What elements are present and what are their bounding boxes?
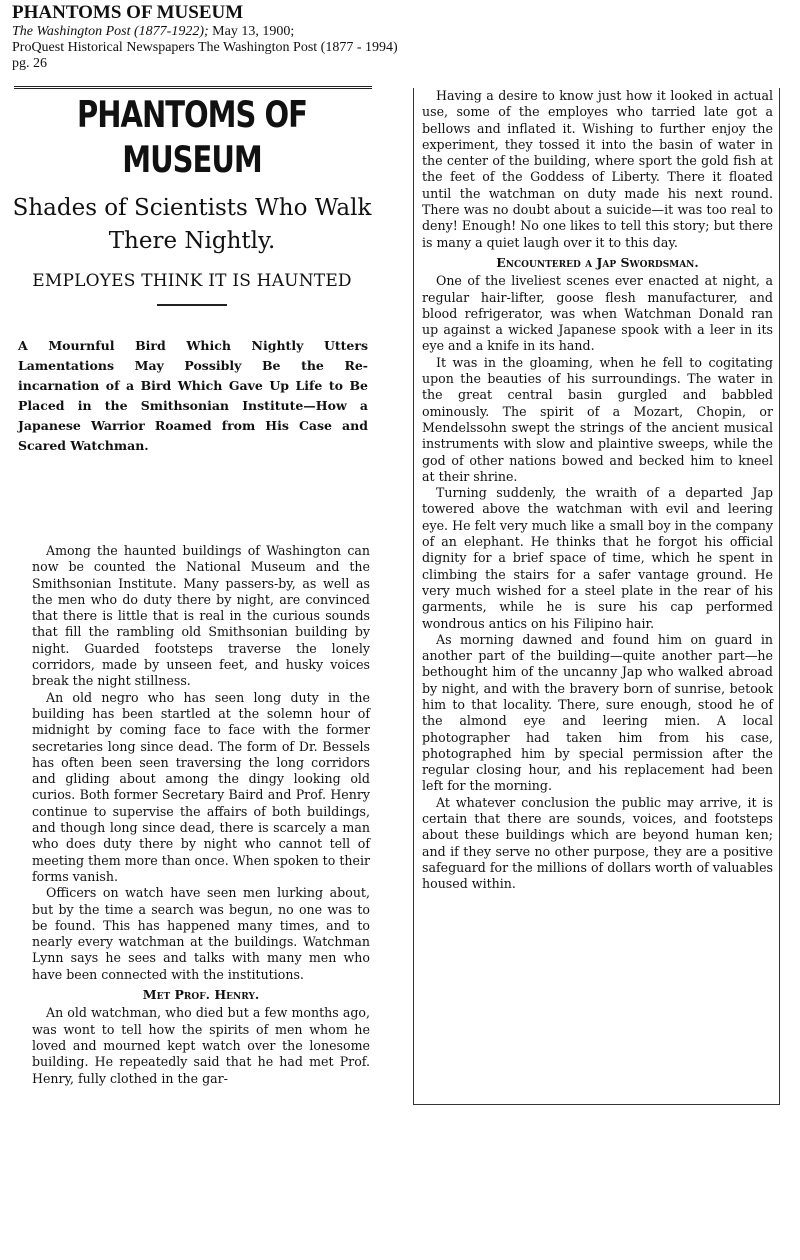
- paragraph: One of the liveliest scenes ever enacted at night, a regular hair-lifter, goose flesh manufacturer, and blood refrigerator, was when Watchman Donald ran up against a wicked Japanese spook with a leer in its eye and a knife in its hand.: [422, 273, 773, 354]
- paragraph: An old negro who has seen long duty in the building has been startled at the solemn hour of midnight by coming face to face with the former secretaries long since dead. The form of Dr. Bessels has often been seen traversing the long corridors and gliding about among the dingy looking old curios. Both former Secretary Baird and Prof. Henry continue to supervise the affairs of both buildings, and though long since dead, there is scarcely a man who does duty there by night who cannot tell of meeting them more than once. When spoken to their forms vanish.: [32, 689, 370, 884]
- right-column-body: [414, 88, 779, 893]
- subhead-met-prof-henry: Met Prof. Henry.: [142, 987, 260, 1003]
- article-deck-primary: Shades of Scientists Who Walk There Nightly.: [12, 195, 372, 254]
- article-deck-secondary: EMPLOYES THINK IT IS HAUNTED: [32, 271, 352, 291]
- citation-source: [12, 24, 398, 40]
- deck-rule: [157, 304, 227, 306]
- citation-header: [12, 2, 398, 72]
- paragraph: It was in the gloaming, when he fell to cogitating upon the beauties of his surroundings. The water in the great central basin gurgled and babbled ominously. The spirit of a Mozart, Chopin, or Mendelssohn swept the strings of the ancient musical instruments with slow and plaintive sweeps, while the god of other nations bowed and becked him to kneel at their shrine.: [422, 354, 773, 484]
- citation-database: ProQuest Historical Newspapers The Washington Post (1877 - 1994): [12, 40, 398, 55]
- paragraph: As morning dawned and found him on guard in another part of the building—quite another part—he bethought him of the uncanny Jap who walked abroad by night, and with the bravery born of sunrise, betook him to that locality. There, sure enough, stood he of the almond eye and leering mien. A local photographer had taken him from his case, photographed him by special permission after the regular closing hour, and his replacement had been left for the morning.: [422, 631, 773, 794]
- subhead-jap-swordsman: Encountered a Jap Swordsman.: [496, 254, 699, 270]
- citation-publication: The Washington Post (1877-1922);: [12, 24, 209, 39]
- left-column-body: [10, 543, 374, 1087]
- paragraph: Among the haunted buildings of Washington can now be counted the National Museum and the Smithsonian Institute. Many passers-by, as well as the men who do duty there by night, are convinced that there is little that is real in the curious sounds that fill the rambling old Smithsonian building by night. Guarded footsteps traverse the lonely corridors, made by unseen feet, and husky voices break the night stillness.: [32, 543, 370, 689]
- paragraph: At whatever conclusion the public may arrive, it is certain that there are sounds, voices, and footsteps about these buildings which are beyond human ken; and if they serve no other purpose, they are a positive safeguard for the millions of dollars worth of valuables housed within.: [422, 794, 773, 892]
- paragraph: Having a desire to know just how it looked in actual use, some of the employes who tarried late got a bellows and inflated it. Wishing to further enjoy the experiment, they tossed it into the basin of water in the center of the building, where sport the gold fish at the feet of the Goddess of Liberty. There it floated until the watchman on duty made his next round. There was no doubt about a suicide—it was too real to deny! Enough! No one likes to tell this story; but there is many a quiet laugh over it to this day.: [422, 88, 773, 250]
- paragraph: Officers on watch have seen men lurking about, but by the time a search was begun, no one was to be found. This has happened many times, and to nearly every watchman at the buildings. Watchman Lynn says he sees and talks with many men who have been connected with the institutions.: [32, 885, 370, 982]
- citation-page: pg. 26: [12, 56, 47, 71]
- citation-title: PHANTOMS OF MUSEUM: [12, 2, 244, 23]
- right-column: [413, 88, 780, 1105]
- paragraph: An old watchman, who died but a few months ago, was wont to tell how the spirits of men whom he loved and mourned kept watch over the lonesome building. He repeatedly said that he had met Prof. Henry, fully clothed in the gar-: [32, 1005, 370, 1086]
- paragraph: Turning suddenly, the wraith of a departed Jap towered above the watchman with evil and leering eye. He felt very much like a small boy in the company of an elephant. He thinks that he forgot his official dignity for a brief space of time, which he spent in climbing the stairs for a safer vantage ground. He very much wished for a steel plate in the rear of his garments, while he is sure his cap performed wondrous antics on his Filipino hair.: [422, 485, 773, 631]
- citation-date: May 13, 1900;: [208, 24, 295, 39]
- article-deck-summary: A Mournful Bird Which Nightly Utters Lamentations May Possibly Be the Re-incarnation of a Bird Which Gave Up Life to Be Placed in the Smithsonian Institute—How a Japanese Warrior Roamed from His Case and Scared Watchman.: [18, 338, 368, 453]
- left-column: [10, 84, 374, 1260]
- article-headline: PHANTOMS OF MUSEUM: [77, 93, 307, 181]
